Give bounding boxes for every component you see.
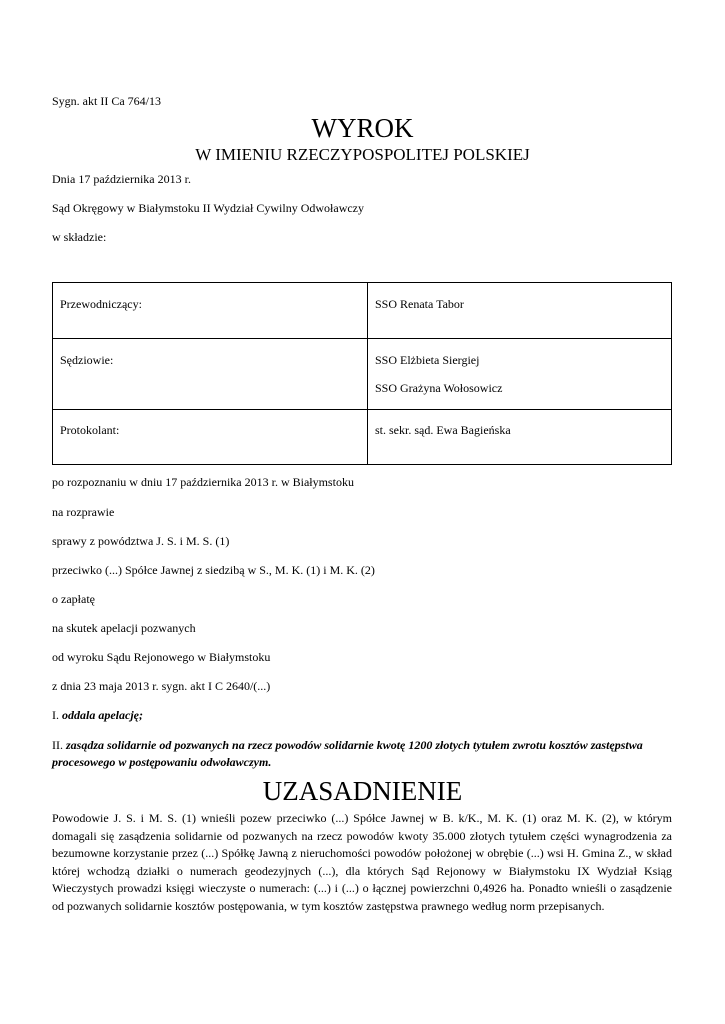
judge-2: SSO Grażyna Wołosowicz: [375, 381, 503, 395]
proceedings-line-8: z dnia 23 maja 2013 r. sygn. akt I C 2640/(...): [52, 679, 271, 693]
proceedings-line-6: na skutek apelacji pozwanych: [52, 621, 196, 635]
judgment-date: Dnia 17 października 2013 r.: [52, 172, 191, 186]
decision-item-1: [52, 707, 672, 724]
proceedings-line-3: sprawy z powództwa J. S. i M. S. (1): [52, 534, 230, 548]
proceedings-line-7: od wyroku Sądu Rejonowego w Białymstoku: [52, 650, 271, 664]
decision-item-2-text: zasądza solidarnie od pozwanych na rzecz powodów solidarnie kwotę 1200 złotych tytułem zwrotu kosztów zastępstwa procesowego w postępowaniu odwoławczym.: [52, 738, 643, 769]
court-name: Sąd Okręgowy w Białymstoku II Wydział Cywilny Odwoławczy: [52, 201, 365, 215]
decision-item-2-number: II.: [52, 738, 63, 752]
chair-label: Przewodniczący:: [53, 283, 368, 339]
chair-value: SSO Renata Tabor: [368, 283, 672, 339]
decision-item-1-text: oddala apelację;: [62, 708, 143, 722]
decision-item-2: [52, 737, 672, 771]
document-subtitle: W IMIENIU RZECZYPOSPOLITEJ POLSKIEJ: [195, 145, 530, 164]
clerk-label: Protokolant:: [53, 410, 368, 465]
proceedings-line-2: na rozprawie: [52, 505, 115, 519]
judges-cell: [368, 339, 672, 410]
table-row: [53, 339, 672, 410]
proceedings-line-4: przeciwko (...) Spółce Jawnej z siedzibą w S., M. K. (1) i M. K. (2): [52, 563, 375, 577]
document-title: WYROK: [311, 113, 414, 143]
proceedings-line-5: o zapłatę: [52, 592, 95, 606]
judges-label: Sędziowie:: [53, 339, 368, 410]
table-row: [53, 410, 672, 465]
decision-item-1-number: I.: [52, 708, 59, 722]
court-panel-table: [52, 282, 672, 465]
justification-title: UZASADNIENIE: [262, 776, 463, 806]
table-row: [53, 283, 672, 339]
judge-1: SSO Elżbieta Siergiej: [375, 353, 480, 367]
proceedings-line-1: po rozpoznaniu w dniu 17 października 2013 r. w Białymstoku: [52, 475, 354, 489]
case-signature: Sygn. akt II Ca 764/13: [52, 94, 161, 108]
justification-paragraph-1: Powodowie J. S. i M. S. (1) wnieśli pozew przeciwko (...) Spółce Jawnej w B. k/K., M. K. (1) oraz M. K. (2), w którym domagali się zasądzenia solidarnie od pozwanych na rzecz powodów kwoty 35.000 złotych tytułem części wynagrodzenia za bezumowne korzystanie przez (...) Spółkę Jawną z nieruchomości powodów położonej w obrębie (...) wsi H. Gmina Z., w skład której wchodzą działki o numerach geodezyjnych (...), dla których Sąd Rejonowy w Białymstoku IX Wydział Ksiąg Wieczystych prowadzi księgi wieczyste o numerach: (...) i (...) o łącznej powierzchni 0,4926 ha. Ponadto wnieśli o zasądzenie od pozwanych solidarnie kosztów postępowania, w tym kosztów zastępstwa prawnego według norm przepisanych.: [52, 811, 672, 913]
composition-label: w składzie:: [52, 230, 107, 244]
clerk-value: st. sekr. sąd. Ewa Bagieńska: [368, 410, 672, 465]
